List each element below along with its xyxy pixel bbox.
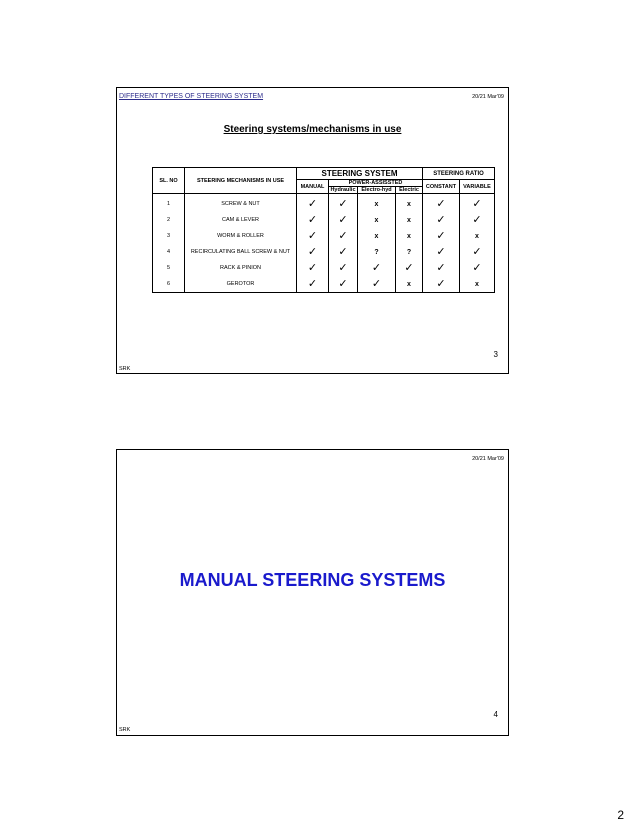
check-mark-icon: ✓ — [423, 228, 460, 244]
cell-mechanism: RACK & PINION — [185, 260, 297, 276]
cell-electro_hyd: x — [358, 194, 396, 213]
check-mark-icon: ✓ — [460, 194, 495, 213]
slide-number: 4 — [493, 710, 498, 719]
check-mark-icon: ✓ — [396, 260, 423, 276]
header-steering-ratio: STEERING RATIO — [423, 168, 495, 180]
page-number: 2 — [617, 808, 624, 822]
cell-mechanism: SCREW & NUT — [185, 194, 297, 213]
cell-sl-no: 3 — [153, 228, 185, 244]
check-mark-icon: ✓ — [329, 276, 358, 293]
header-variable: VARIABLE — [460, 180, 495, 194]
check-mark-icon: ✓ — [329, 212, 358, 228]
check-mark-icon: ✓ — [460, 260, 495, 276]
cell-electric: ? — [396, 244, 423, 260]
slide-title: MANUAL STEERING SYSTEMS — [179, 570, 446, 590]
check-mark-icon: ✓ — [423, 244, 460, 260]
check-mark-icon: ✓ — [297, 194, 329, 213]
cell-mechanism: RECIRCULATING BALL SCREW & NUT — [185, 244, 297, 260]
cell-sl-no: 6 — [153, 276, 185, 293]
table-row — [153, 212, 495, 228]
cell-electric: x — [396, 194, 423, 213]
check-mark-icon: ✓ — [329, 228, 358, 244]
table-row — [153, 228, 495, 244]
cell-electric: x — [396, 212, 423, 228]
check-mark-icon: ✓ — [297, 212, 329, 228]
slide-number: 3 — [493, 350, 498, 359]
footer-author: SRK — [119, 727, 131, 733]
check-mark-icon: ✓ — [358, 260, 396, 276]
table-row — [153, 194, 495, 213]
check-mark-icon: ✓ — [460, 212, 495, 228]
cell-mechanism: WORM & ROLLER — [185, 228, 297, 244]
check-mark-icon: ✓ — [423, 212, 460, 228]
check-mark-icon: ✓ — [297, 228, 329, 244]
cell-electro_hyd: ? — [358, 244, 396, 260]
cell-sl-no: 4 — [153, 244, 185, 260]
cell-variable: x — [460, 276, 495, 293]
check-mark-icon: ✓ — [423, 260, 460, 276]
check-mark-icon: ✓ — [329, 244, 358, 260]
cell-sl-no: 5 — [153, 260, 185, 276]
header-mechanism: STEERING MECHANISMS IN USE — [185, 168, 297, 194]
cell-variable: x — [460, 228, 495, 244]
cell-electric: x — [396, 276, 423, 293]
header-manual: MANUAL — [297, 180, 329, 194]
header-electric: Electric — [396, 187, 423, 194]
header-power-assisted: POWER-ASSISSTED — [329, 180, 423, 187]
check-mark-icon: ✓ — [358, 276, 396, 293]
slide-3 — [116, 87, 509, 374]
check-mark-icon: ✓ — [329, 194, 358, 213]
header-constant: CONSTANT — [423, 180, 460, 194]
table-row — [153, 244, 495, 260]
table-row — [153, 276, 495, 293]
cell-sl-no: 2 — [153, 212, 185, 228]
cell-electro_hyd: x — [358, 228, 396, 244]
cell-sl-no: 1 — [153, 194, 185, 213]
check-mark-icon: ✓ — [423, 194, 460, 213]
header-steering-system: STEERING SYSTEM — [297, 168, 423, 180]
table-body — [153, 194, 495, 293]
header-sl-no: SL. NO — [153, 168, 185, 194]
check-mark-icon: ✓ — [423, 276, 460, 293]
check-mark-icon: ✓ — [297, 276, 329, 293]
cell-electro_hyd: x — [358, 212, 396, 228]
slide-header-title: DIFFERENT TYPES OF STEERING SYSTEM — [119, 93, 264, 100]
check-mark-icon: ✓ — [297, 260, 329, 276]
cell-mechanism: CAM & LEVER — [185, 212, 297, 228]
slide-4 — [116, 449, 509, 736]
cell-mechanism: GEROTOR — [185, 276, 297, 293]
steering-table — [152, 167, 495, 293]
header-electro-hyd: Electro-hyd — [358, 187, 396, 194]
check-mark-icon: ✓ — [329, 260, 358, 276]
slide-title: Steering systems/mechanisms in use — [223, 124, 402, 135]
check-mark-icon: ✓ — [297, 244, 329, 260]
table-row — [153, 260, 495, 276]
check-mark-icon: ✓ — [460, 244, 495, 260]
header-hydraulic: Hydraulic — [330, 187, 356, 193]
slide-header-date: 20/21 Mar'09 — [472, 94, 504, 100]
cell-electric: x — [396, 228, 423, 244]
footer-author: SRK — [119, 366, 131, 372]
slide-header-date: 20/21 Mar'09 — [472, 456, 504, 462]
